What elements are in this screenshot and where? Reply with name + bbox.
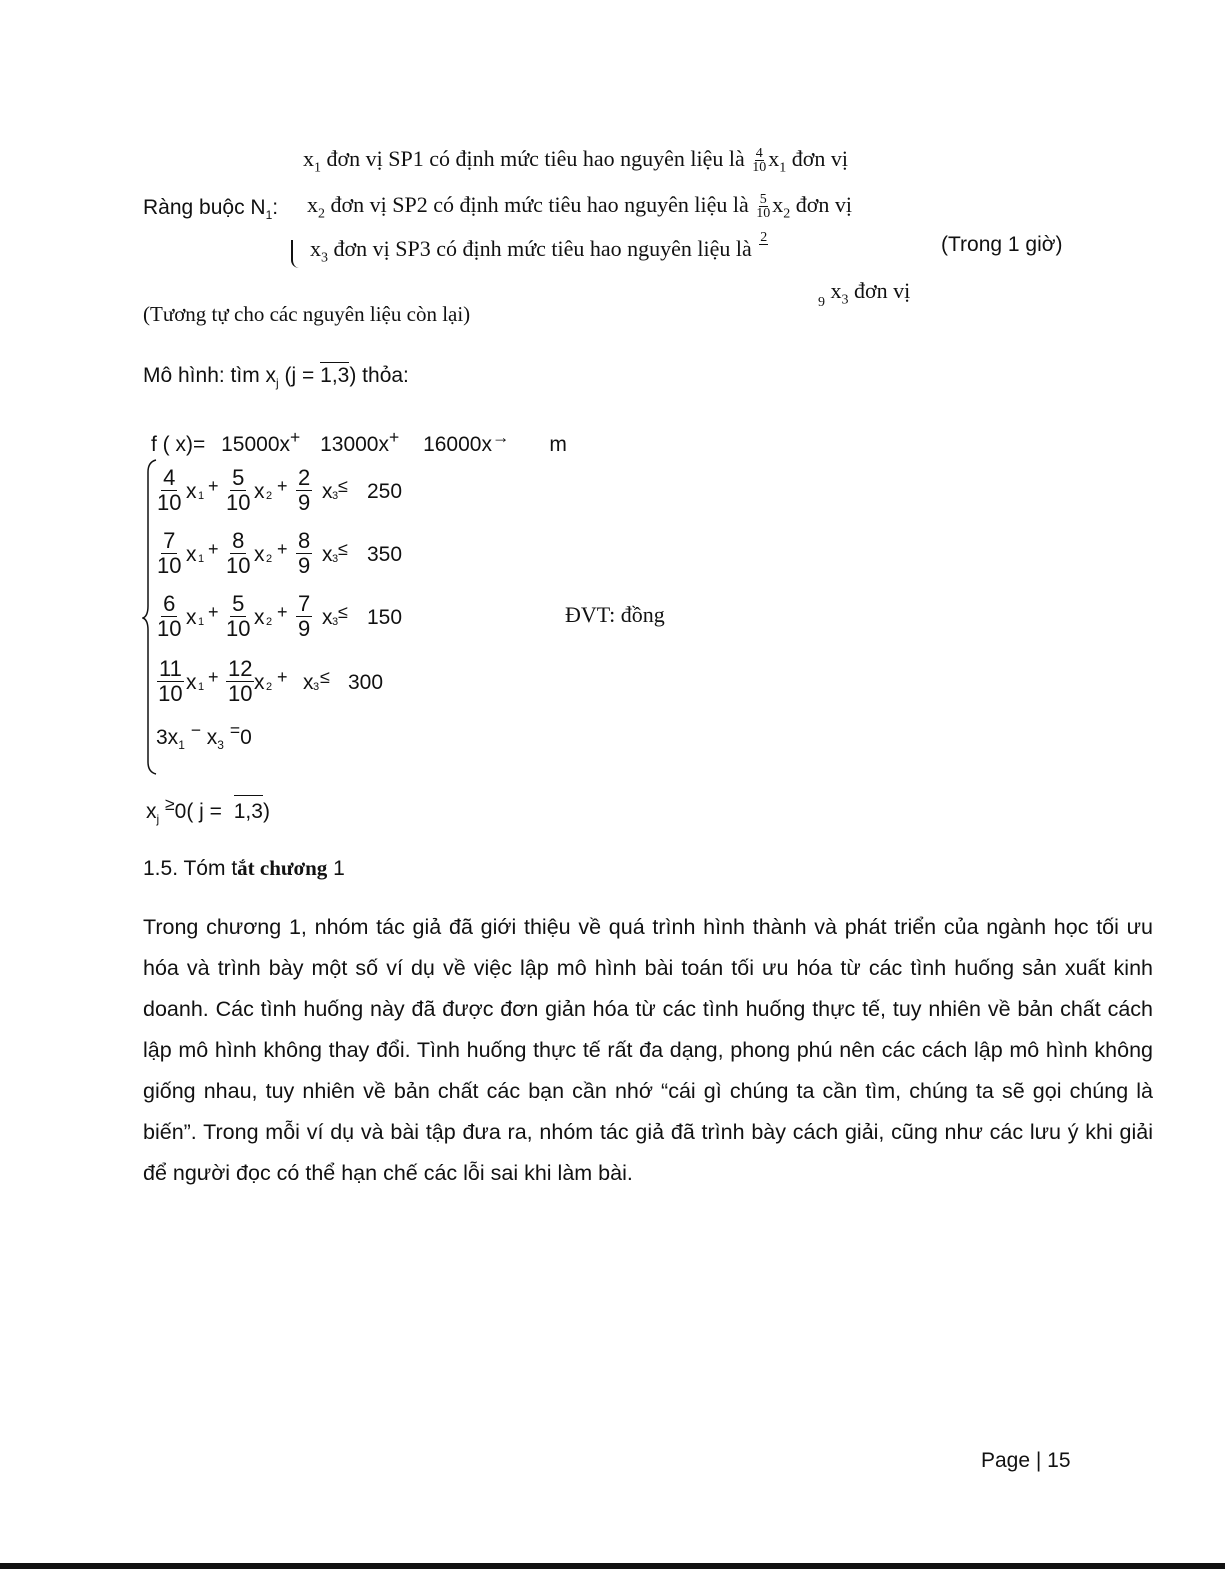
similar-note: (Tương tự cho các nguyên liệu còn lại) [143,302,471,326]
plus-sign: + [277,602,288,622]
page-bottom-rule [0,1563,1225,1569]
fraction-denominator: 10 [157,616,182,641]
variable-x1: x [186,671,197,694]
constraint-line-2: $x_2$ đơn vị SP2 có định mức tiêu hao nguyên liệu là $\frac{5}{10}$ $x_2$ đơn vị [307,192,853,222]
plus-sign: + [208,667,219,687]
time-note: (Trong 1 giờ) [941,233,1063,256]
subscript: 3 [332,616,339,628]
relation-sign: ≤ [338,476,348,496]
relation-sign: ≤ [338,602,348,622]
subscript: 2 [266,681,273,693]
coefficient-fraction [296,529,312,578]
fraction-numerator: 7 [163,528,176,553]
fraction-numerator: 5 [232,591,245,616]
variable-x1: x [186,480,197,503]
rhs-value: 250 [367,480,403,503]
subscript: 3 [332,490,339,502]
constraint-line-3: $x_3$ đơn vị SP3 có định mức tiêu hao nguyên liệu là 2 [310,230,768,266]
fraction-denominator: 10 [157,490,182,515]
variable-x2: x [254,480,265,503]
fraction-numerator: 8 [298,528,311,553]
plus-sign: + [208,476,219,496]
brace-bottom-icon [291,240,301,268]
subscript: 2 [266,616,273,628]
variable-x3: x [322,480,333,503]
subscript: 3 [313,681,320,693]
rhs-value: 350 [367,543,403,566]
constraint-line-1: $x_1$ đơn vị SP1 có định mức tiêu hao nguyên liệu là $\frac{4}{10}$ $x_1$ đơn vị [303,146,849,176]
subscript: 1 [198,553,205,565]
plus-sign: + [277,539,288,559]
fraction-numerator: 12 [228,656,253,681]
subscript: 2 [266,490,273,502]
coefficient-fraction [296,592,312,641]
subscript: 3 [332,553,339,565]
coefficient-fraction [157,592,181,641]
fraction-denominator: 9 [298,490,311,515]
subscript: 1 [198,490,205,502]
nonnegativity-constraint: $x_j$ ≥0( j = 1,3) [146,794,270,826]
rhs-value: 150 [367,606,403,629]
coefficient-fraction [157,529,181,578]
relation-sign: ≤ [320,667,330,687]
fraction-denominator: 10 [226,616,251,641]
subscript: 1 [198,681,205,693]
unit-note: ĐVT: đồng [565,602,665,627]
coefficient-fraction [226,529,250,578]
objective-function: f ( x)= 15000x+ 13000x+ 16000x→ m [151,427,567,456]
coefficient-fraction [296,466,312,515]
fraction: 2 [760,230,768,246]
fraction-numerator: 5 [232,465,245,490]
coefficient-fraction [226,592,250,641]
fraction-numerator: 6 [163,591,176,616]
fraction-denominator: 9 [298,553,311,578]
section-heading: 1.5. Tóm tắt chương 1 [143,856,345,880]
plus-sign: + [277,476,288,496]
variable-x1: x [186,543,197,566]
subscript: 1 [198,616,205,628]
fraction-numerator: 7 [298,591,311,616]
constraint-line-3-tail: $_9$ $x_3$ đơn vị [818,278,911,310]
variable-x3: x [322,606,333,629]
subscript: 2 [266,553,273,565]
model-intro: Mô hình: tìm $x_j$ (j = 1,3) thỏa: [143,364,409,390]
variable-x1: x [186,606,197,629]
fraction-denominator: 10 [226,553,251,578]
fraction-denominator: 10 [226,490,251,515]
plus-sign: + [277,667,288,687]
coefficient-fraction [157,466,181,515]
coefficient-fraction [157,657,184,706]
variable-x2: x [254,671,265,694]
fraction-numerator: 8 [232,528,245,553]
equality-constraint: $3x_1$ − $x_3$ =0 [156,720,252,752]
variable-x2: x [254,606,265,629]
plus-sign: + [208,602,219,622]
fraction-denominator: 10 [228,681,253,706]
fraction: $\frac{5}{10}$ [756,192,771,222]
constraint-label: Ràng buộc $N_1$: [143,196,279,222]
relation-sign: ≤ [338,539,348,559]
coefficient-fraction [226,466,250,515]
fraction-denominator: 10 [157,553,182,578]
variable-x2: x [254,543,265,566]
rhs-value: 300 [348,671,384,694]
variable-x3: x [322,543,333,566]
variable-x3: x [303,671,314,694]
plus-sign: + [208,539,219,559]
fraction-denominator: 9 [298,616,311,641]
fraction-numerator: 2 [298,465,311,490]
fraction-numerator: 11 [159,656,182,681]
fraction-numerator: 4 [163,465,176,490]
summary-paragraph: Trong chương 1, nhóm tác giả đã giới thiệu về quá trình hình thành và phát triển của ngành học tối ưu hóa và trình bày một số ví dụ về việc lập mô hình bài toán tối ưu hóa từ các tình huống sản xuất kinh doanh. Các tình huống này đã được đơn giản hóa từ các tình huống thực tế, tuy nhiên về bản chất cách lập mô hình không thay đổi. Tình huống thực tế rất đa dạng, phong phú nên các cách lập mô hình không giống nhau, tuy nhiên về bản chất các bạn cần nhớ “cái gì chúng ta cần tìm, chúng ta sẽ gọi chúng là biến”. Trong mỗi ví dụ và bài tập đưa ra, nhóm tác giả đã trình bày cách giải, cũng như các lưu ý khi giải để người đọc có thể hạn chế các lỗi sai khi làm bài. [143,915,1153,1185]
page-number: Page | 15 [981,1449,1071,1472]
coefficient-fraction [226,657,254,706]
fraction-denominator: 10 [158,681,183,706]
fraction: $\frac{4}{10}$ [752,146,767,176]
